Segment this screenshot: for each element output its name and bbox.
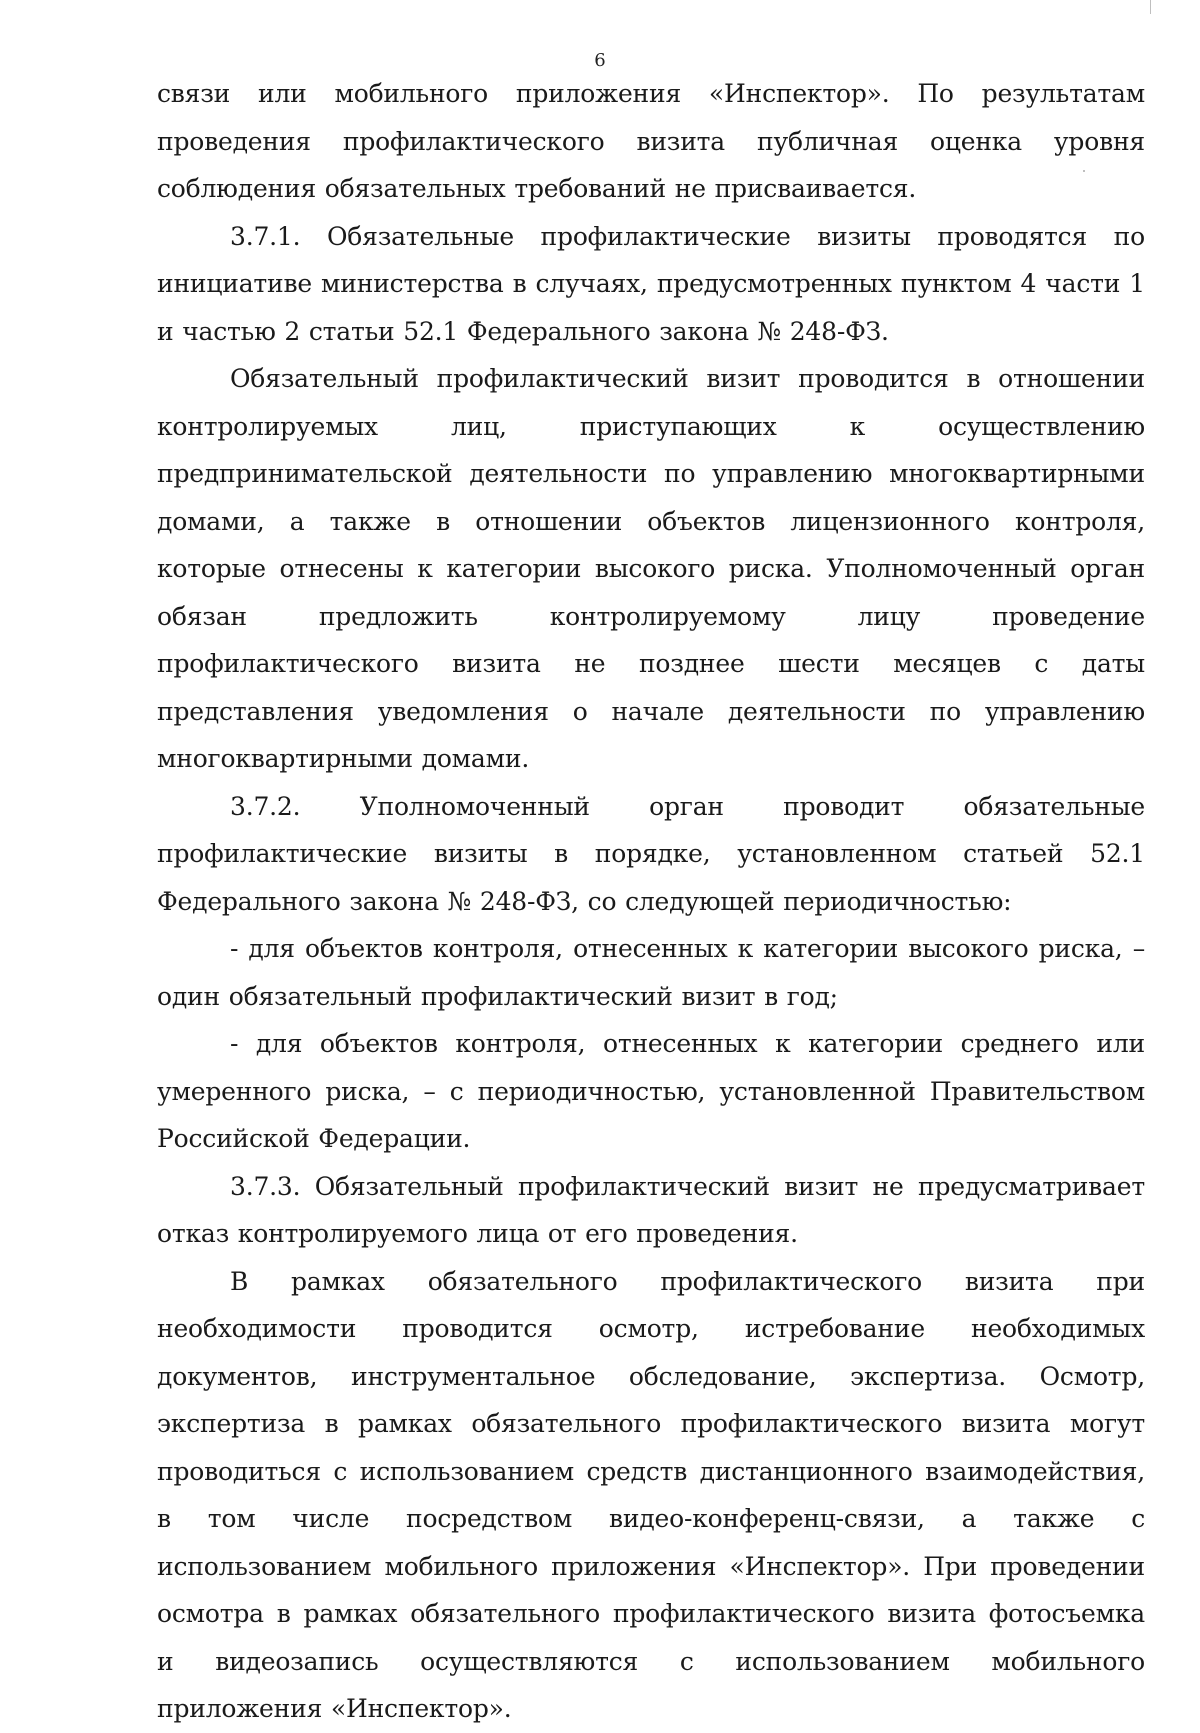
- scan-artifact-mark: [1083, 170, 1085, 172]
- document-body: [157, 70, 1145, 1733]
- page-number: 6: [594, 50, 606, 71]
- paragraph-3-7-2: 3.7.2. Уполномоченный орган проводит обязательные профилактические визиты в порядке, установленном статьей 52.1 Федерального закона № 248-ФЗ, со следующей периодичностью:: [157, 791, 1145, 916]
- paragraph-inspection-procedures: В рамках обязательного профилактического визита при необходимости проводится осмотр, истребование необходимых документов, инструментальное обследование, экспертиза. Осмотр, экспертиза в рамках обязательного профилактического визита могут проводиться с использованием средств дистанционного взаимодействия, в том числе посредством видео-конференц-связи, а также с использованием мобильного приложения «Инспектор». При проведении осмотра в рамках обязательного профилактического визита фотосъемка и видеозапись осуществляются с использованием мобильного приложения «Инспектор».: [157, 1266, 1145, 1723]
- paragraph-3-7-1: 3.7.1. Обязательные профилактические визиты проводятся по инициативе министерства в случаях, предусмотренных пунктом 4 части 1 и частью 2 статьи 52.1 Федерального закона № 248-ФЗ.: [157, 221, 1145, 346]
- paragraph-continuation: связи или мобильного приложения «Инспектор». По результатам проведения профилактического визита публичная оценка уровня соблюдения обязательных требований не присваивается.: [157, 79, 1145, 203]
- paragraph-mandatory-visit-scope: Обязательный профилактический визит проводится в отношении контролируемых лиц, приступающих к осуществлению предпринимательской деятельности по управлению многоквартирными домами, а также в отношении объектов лицензионного контроля, которые отнесены к категории высокого риска. Уполномоченный орган обязан предложить контролируемому лицу проведение профилактического визита не позднее шести месяцев с даты представления уведомления о начале деятельности по управлению многоквартирными домами.: [157, 364, 1145, 773]
- list-item-medium-risk: - для объектов контроля, отнесенных к категории среднего или умеренного риска, – с периодичностью, установленной Правительством Российской Федерации.: [157, 1029, 1145, 1153]
- paragraph-3-7-3: 3.7.3. Обязательный профилактический визит не предусматривает отказ контролируемого лица от его проведения.: [157, 1171, 1145, 1248]
- scan-artifact-mark: [1150, 0, 1151, 14]
- list-item-high-risk: - для объектов контроля, отнесенных к категории высокого риска, – один обязательный профилактический визит в год;: [157, 934, 1145, 1011]
